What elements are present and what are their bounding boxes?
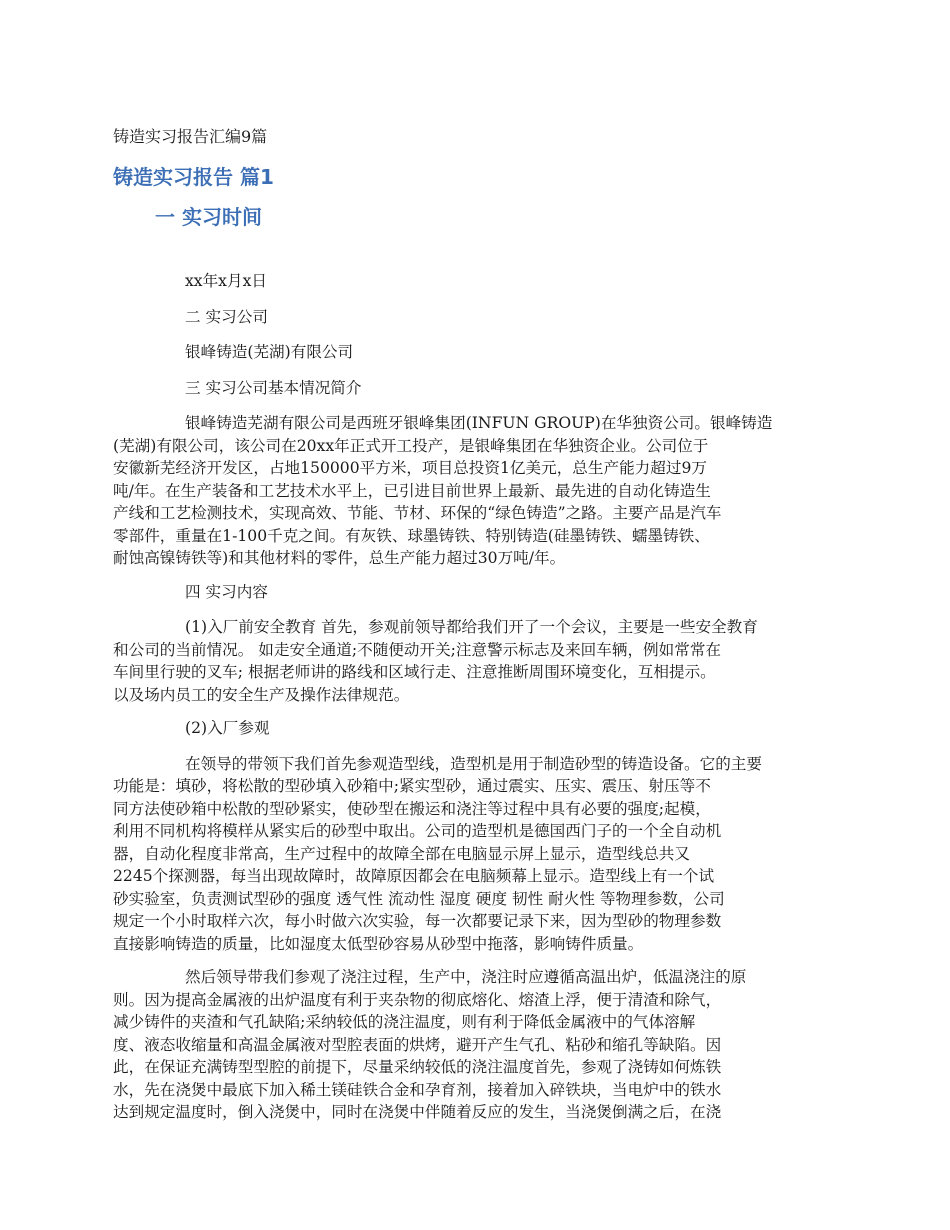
paragraph-line: 耐蚀高镍铸铁等)和其他材料的零件，总生产能力超过30万吨/年。: [113, 549, 566, 567]
paragraph-line: 此，在保证充满铸型型腔的前提下，尽量采纳较低的浇注温度首先，参观了浇铸如何炼铁: [113, 1058, 722, 1076]
document-title: 铸造实习报告汇编9篇: [113, 127, 268, 146]
paragraph-line: 规定一个小时取样六次，每小时做六次实验，每一次都要记录下来，因为型砂的物理参数: [113, 912, 722, 930]
document-body: [113, 270, 840, 1135]
paragraph-line: 产线和工艺检测技术，实现高效、节能、节材、环保的“绿色铸造”之路。主要产品是汽车: [113, 504, 722, 522]
paragraph-line: 利用不同机构将模样从紧实后的砂型中取出。公司的造型机是德国西门子的一个全自动机: [113, 822, 722, 840]
paragraph-line: 以及场内员工的安全生产及操作法律规范。: [113, 685, 410, 704]
paragraph-line: 安徽新芜经济开发区，占地150000平方米，项目总投资1亿美元，总生产能力超过9万: [113, 459, 707, 477]
paragraph-line: 达到规定温度时，倒入浇煲中，同时在浇煲中伴随着反应的发生，当浇煲倒满之后，在浇: [113, 1103, 722, 1121]
paragraph-line: 在领导的带领下我们首先参观造型线，造型机是用于制造砂型的铸造设备。它的主要: [185, 754, 762, 773]
paragraph-line: 和公司的当前情况。 如走安全通道;不随便动开关;注意警示标志及来回车辆，例如常常在: [113, 640, 722, 659]
paragraph-line: 然后领导带我们参观了浇注过程，生产中，浇注时应遵循高温出炉，低温浇注的原: [185, 968, 747, 986]
paragraph-line: 减少铸件的夹渣和气孔缺陷;采纳较低的浇注温度，则有利于降低金属液中的气体溶解: [113, 1013, 696, 1031]
paragraph-line: (1)入厂前安全教育 首先，参观前领导都给我们开了一个会议，主要是一些安全教育: [185, 618, 758, 636]
paragraph-line: 银峰铸造(芜湖)有限公司: [185, 343, 354, 361]
paragraph-line: 吨/年。在生产装备和工艺技术水平上，已引进目前世界上最新、最先进的自动化铸造生: [113, 481, 711, 500]
paragraph-line: 功能是：填砂，将松散的型砂填入砂箱中;紧实型砂，通过震实、压实、震压、射压等不: [113, 777, 711, 795]
paragraph-line: 车间里行驶的叉车; 根据老师讲的路线和区域行走、注意推断周围环境变化，互相提示。: [113, 663, 716, 681]
paragraph: [113, 306, 840, 329]
paragraph-line: 银峰铸造芜湖有限公司是西班牙银峰集团(INFUN GROUP)在华独资公司。银峰铸造: [185, 414, 773, 432]
paragraph-line: 2245个探测器，每当出现故障时，故障原因都会在电脑频幕上显示。造型线上有一个试: [113, 867, 715, 885]
paragraph-line: 同方法使砂箱中松散的型砂紧实，使砂型在搬运和浇注等过程中具有必要的强度;起模，: [113, 799, 711, 818]
paragraph-line: 水，先在浇煲中最底下加入稀土镁硅铁合金和孕育剂，接着加入碎铁块，当电炉中的铁水: [113, 1080, 722, 1099]
paragraph-line: 砂实验室，负责测试型砂的强度 透气性 流动性 湿度 硬度 韧性 耐火性 等物理参数，公司: [113, 889, 725, 908]
paragraph: [113, 412, 840, 570]
paragraph-line: 四 实习内容: [185, 582, 268, 601]
paragraph-line: 器，自动化程度非常高，生产过程中的故障全部在电脑显示屏上显示，造型线总共又: [113, 844, 690, 863]
paragraph: [113, 341, 840, 364]
paragraph-line: 二 实习公司: [185, 307, 268, 326]
paragraph: [113, 966, 840, 1124]
paragraph: [113, 616, 840, 706]
paragraph-line: 直接影响铸造的质量，比如湿度太低型砂容易从砂型中拖落，影响铸件质量。: [113, 934, 644, 953]
paragraph-line: xx年x月x日: [185, 272, 267, 290]
paragraph-line: 零部件，重量在1-100千克之间。有灰铁、球墨铸铁、特别铸造(硅墨铸铁、蠕墨铸铁、: [113, 526, 710, 545]
paragraph: [113, 581, 840, 604]
paragraph-line: (芜湖)有限公司，该公司在20xx年正式开工投产，是银峰集团在华独资企业。公司位于: [113, 436, 709, 455]
paragraph: [113, 717, 840, 740]
paragraph: [113, 377, 840, 400]
paragraph-line: (2)入厂参观: [185, 719, 270, 737]
section-heading: 一 实习时间: [155, 205, 262, 229]
paragraph: [113, 753, 840, 956]
paragraph-line: 度、液态收缩量和高温金属液对型腔表面的烘烤，避开产生气孔、粘砂和缩孔等缺陷。因: [113, 1035, 722, 1054]
report-heading: 铸造实习报告 篇1: [113, 165, 274, 189]
paragraph: [113, 270, 840, 293]
paragraph-line: 三 实习公司基本情况简介: [185, 378, 362, 397]
paragraph-line: 则。因为提高金属液的出炉温度有利于夹杂物的彻底熔化、熔渣上浮，便于清渣和除气，: [113, 990, 722, 1009]
